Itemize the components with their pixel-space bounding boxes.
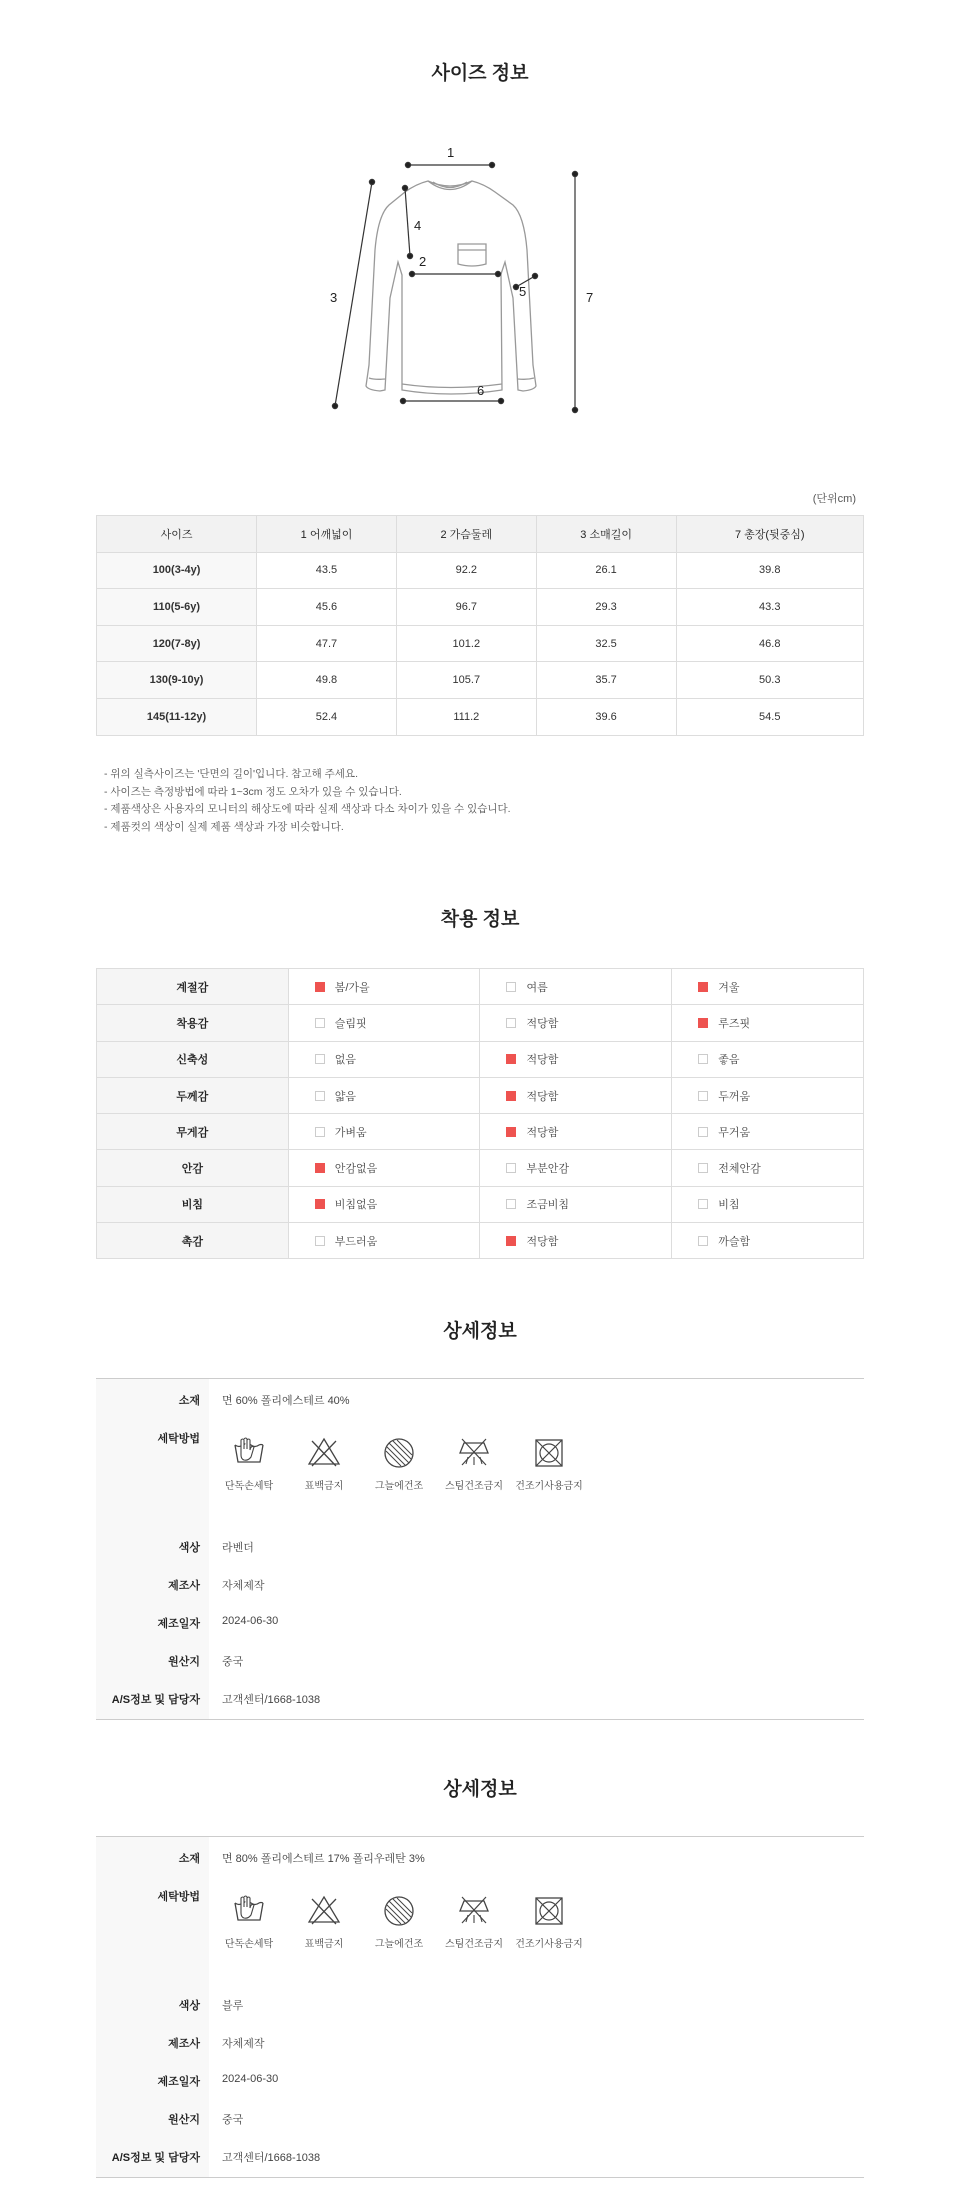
color-label: 색상: [178, 1542, 200, 1554]
wash-item-label: 표백금지: [304, 1939, 344, 1950]
checked-box-icon: [315, 982, 325, 992]
wash-item: [289, 1435, 359, 1492]
value-cell: 35.7: [536, 662, 676, 699]
origin-value: 중국: [222, 2114, 244, 2126]
diagram-label-6: 6: [477, 383, 485, 398]
fit-row-label: 계절감: [97, 969, 289, 1005]
maker-label: 제조사: [168, 2038, 200, 2050]
note-line: - 제품색상은 사용자의 모니터의 해상도에 따라 실제 색상과 다소 차이가 있을 수 있습니다.: [104, 803, 511, 815]
diagram-label-4: 4: [414, 218, 422, 233]
fit-option-label: 조금비침: [526, 1199, 569, 1212]
fit-row-label: 착용감: [97, 1005, 289, 1041]
unchecked-box-icon: [315, 1127, 325, 1137]
wash-icons: [222, 1893, 582, 1973]
unchecked-box-icon: [698, 1091, 708, 1101]
checked-box-icon: [698, 982, 708, 992]
fit-option: [672, 1005, 864, 1041]
fit-option: [288, 969, 480, 1005]
header-cell: 3 소매길이: [536, 516, 676, 553]
fit-option: [672, 1223, 864, 1259]
maker-value: 자체제작: [222, 1580, 265, 1592]
diagram-label-1: 1: [447, 145, 455, 160]
fit-option: [480, 1005, 672, 1041]
detail-section-title: 상세정보: [443, 1779, 517, 1800]
value-cell: 45.6: [257, 589, 397, 626]
header-cell: 7 총장(뒷중심): [676, 516, 863, 553]
table-row: [97, 698, 864, 735]
wash-icons: [222, 1435, 582, 1515]
fit-option-label: 봄/가을: [334, 981, 370, 994]
as-info-value: 고객센터/1668-1038: [222, 1694, 321, 1706]
diagram-label-3: 3: [330, 290, 338, 305]
diagram-label-2: 2: [419, 254, 427, 269]
header-cell: 2 가슴둘레: [396, 516, 536, 553]
fit-option-label: 비침없음: [334, 1199, 378, 1212]
value-cell: 39.8: [676, 552, 863, 589]
value-cell: 50.3: [676, 662, 863, 699]
origin-label: 원산지: [168, 2114, 200, 2126]
checked-box-icon: [315, 1199, 325, 1209]
value-cell: 96.7: [396, 589, 536, 626]
unchecked-box-icon: [698, 1236, 708, 1246]
fit-option-label: 부드러움: [334, 1235, 378, 1248]
unchecked-box-icon: [315, 1054, 325, 1064]
date-value: 2024-06-30: [222, 2073, 279, 2085]
no-tumble-dry-icon: [531, 1893, 567, 1929]
wash-label: 세탁방법: [157, 1433, 200, 1445]
unchecked-box-icon: [506, 982, 516, 992]
size-section-title: 사이즈 정보: [431, 63, 529, 84]
fit-option-label: 가벼움: [334, 1126, 367, 1139]
tshirt-measurement-diagram: [310, 140, 650, 430]
value-cell: 26.1: [536, 552, 676, 589]
wash-item: [439, 1893, 509, 1950]
fit-row: [97, 1077, 864, 1113]
detail-info-panel: [96, 1836, 864, 2178]
unchecked-box-icon: [506, 1018, 516, 1028]
value-cell: 92.2: [396, 552, 536, 589]
diagram-label-5: 5: [519, 284, 527, 299]
color-value: 라벤더: [222, 1542, 254, 1554]
material-label: 소재: [178, 1395, 200, 1407]
fit-option-label: 루즈핏: [718, 1017, 751, 1030]
fit-row-label: 두께감: [97, 1077, 289, 1113]
checked-box-icon: [506, 1054, 516, 1064]
wash-item: [214, 1435, 284, 1492]
wash-item: [514, 1435, 584, 1492]
wash-item: [514, 1893, 584, 1950]
detail-section-title: 상세정보: [443, 1321, 517, 1342]
checked-box-icon: [506, 1127, 516, 1137]
fit-option-label: 무거움: [718, 1126, 751, 1139]
wash-item-label: 스팀건조금지: [445, 1481, 503, 1492]
value-cell: 52.4: [257, 698, 397, 735]
value-cell: 46.8: [676, 625, 863, 662]
fit-row: [97, 1223, 864, 1259]
value-cell: 47.7: [257, 625, 397, 662]
wash-item-label: 표백금지: [304, 1481, 344, 1492]
fit-option-label: 적당함: [526, 1235, 559, 1248]
value-cell: 105.7: [396, 662, 536, 699]
fit-option-label: 전체안감: [718, 1163, 761, 1176]
no-steam-dry-icon: [456, 1435, 492, 1471]
table-row: [97, 589, 864, 626]
unchecked-box-icon: [315, 1236, 325, 1246]
checked-box-icon: [506, 1236, 516, 1246]
checked-box-icon: [315, 1163, 325, 1173]
fit-option: [672, 1077, 864, 1113]
no-bleach-icon: [306, 1893, 342, 1929]
fit-option-label: 적당함: [526, 1017, 559, 1030]
material-value: 면 80% 폴리에스테르 17% 폴리우레탄 3%: [222, 1853, 425, 1865]
size-cell: 130(9-10y): [97, 662, 257, 699]
size-table-header: [97, 516, 864, 553]
fit-row: [97, 1186, 864, 1222]
fit-option-label: 없음: [334, 1054, 356, 1067]
date-label: 제조일자: [157, 2076, 200, 2088]
wash-item-label: 그늘에건조: [374, 1939, 424, 1950]
unchecked-box-icon: [506, 1199, 516, 1209]
hand-wash-icon: [231, 1435, 267, 1471]
fit-option: [672, 1150, 864, 1186]
table-row: [97, 625, 864, 662]
fit-option-label: 적당함: [526, 1090, 559, 1103]
origin-value: 중국: [222, 1656, 244, 1668]
checked-box-icon: [698, 1018, 708, 1028]
as-info-label: A/S정보 및 담당자: [111, 2152, 200, 2164]
fit-option-label: 적당함: [526, 1054, 559, 1067]
table-row: [97, 552, 864, 589]
material-label: 소재: [178, 1853, 200, 1865]
fit-section-title: 착용 정보: [440, 909, 520, 930]
wash-item-label: 단독손세탁: [224, 1481, 274, 1492]
size-notes: [104, 766, 511, 836]
header-cell: 1 어깨넓이: [257, 516, 397, 553]
fit-option: [672, 1114, 864, 1150]
wash-item-label: 그늘에건조: [374, 1481, 424, 1492]
value-cell: 43.5: [257, 552, 397, 589]
fit-row: [97, 1041, 864, 1077]
value-cell: 43.3: [676, 589, 863, 626]
shade-dry-icon: [381, 1893, 417, 1929]
no-bleach-icon: [306, 1435, 342, 1471]
shade-dry-icon: [381, 1435, 417, 1471]
note-line: - 사이즈는 측정방법에 따라 1~3cm 정도 오차가 있을 수 있습니다.: [104, 785, 402, 798]
fit-option-label: 여름: [526, 981, 548, 994]
wash-item-label: 스팀건조금지: [445, 1939, 503, 1950]
wash-item: [289, 1893, 359, 1950]
fit-option-label: 안감없음: [334, 1163, 378, 1176]
maker-value: 자체제작: [222, 2038, 265, 2050]
wash-item: [439, 1435, 509, 1492]
value-cell: 54.5: [676, 698, 863, 735]
wash-label: 세탁방법: [157, 1891, 200, 1903]
detail-info-panel: [96, 1378, 864, 1720]
diagram-label-7: 7: [586, 290, 594, 305]
fit-option: [480, 1041, 672, 1077]
wash-item: [364, 1435, 434, 1492]
wash-item: [364, 1893, 434, 1950]
fit-row: [97, 1114, 864, 1150]
size-cell: 120(7-8y): [97, 625, 257, 662]
wash-item-label: 건조기사용금지: [515, 1481, 583, 1492]
value-cell: 29.3: [536, 589, 676, 626]
unit-label: (단위cm): [812, 493, 856, 505]
fit-row: [97, 1150, 864, 1186]
unchecked-box-icon: [698, 1127, 708, 1137]
fit-option: [288, 1223, 480, 1259]
hand-wash-icon: [231, 1893, 267, 1929]
value-cell: 101.2: [396, 625, 536, 662]
size-table: [96, 515, 864, 736]
as-info-value: 고객센터/1668-1038: [222, 2152, 321, 2164]
fit-row-label: 비침: [97, 1186, 289, 1222]
fit-option-label: 겨울: [718, 981, 740, 994]
fit-option-label: 슬림핏: [334, 1017, 367, 1030]
fit-option: [288, 1005, 480, 1041]
checked-box-icon: [506, 1091, 516, 1101]
unchecked-box-icon: [506, 1163, 516, 1173]
fit-row-label: 촉감: [97, 1223, 289, 1259]
wash-item: [214, 1893, 284, 1950]
fit-option: [480, 1186, 672, 1222]
fit-option-label: 까슬함: [718, 1235, 751, 1248]
fit-row-label: 신축성: [97, 1041, 289, 1077]
fit-option: [288, 1150, 480, 1186]
value-cell: 49.8: [257, 662, 397, 699]
wash-item-label: 단독손세탁: [224, 1939, 274, 1950]
size-cell: 145(11-12y): [97, 698, 257, 735]
size-cell: 100(3-4y): [97, 552, 257, 589]
unchecked-box-icon: [315, 1018, 325, 1028]
color-label: 색상: [178, 2000, 200, 2012]
no-steam-dry-icon: [456, 1893, 492, 1929]
fit-option-label: 적당함: [526, 1126, 559, 1139]
size-cell: 110(5-6y): [97, 589, 257, 626]
header-cell: 사이즈: [97, 516, 257, 553]
fit-option: [672, 1041, 864, 1077]
fit-row-label: 무게감: [97, 1114, 289, 1150]
no-tumble-dry-icon: [531, 1435, 567, 1471]
fit-option: [288, 1114, 480, 1150]
value-cell: 111.2: [396, 698, 536, 735]
value-cell: 32.5: [536, 625, 676, 662]
fit-row: [97, 1005, 864, 1041]
value-cell: 39.6: [536, 698, 676, 735]
fit-row: [97, 969, 864, 1005]
fit-option: [480, 1150, 672, 1186]
unchecked-box-icon: [698, 1163, 708, 1173]
fit-option-label: 좋음: [718, 1054, 740, 1067]
fit-option: [672, 969, 864, 1005]
fit-option: [480, 1077, 672, 1113]
fit-option: [672, 1186, 864, 1222]
table-row: [97, 662, 864, 699]
note-line: - 위의 실측사이즈는 '단면의 길이'입니다. 참고해 주세요.: [104, 768, 358, 780]
origin-label: 원산지: [168, 1656, 200, 1668]
fit-option: [288, 1041, 480, 1077]
fit-option: [480, 969, 672, 1005]
date-value: 2024-06-30: [222, 1615, 279, 1627]
fit-option-label: 두꺼움: [718, 1090, 751, 1103]
fit-option-label: 부분안감: [526, 1163, 569, 1176]
unchecked-box-icon: [315, 1091, 325, 1101]
fit-option: [480, 1223, 672, 1259]
maker-label: 제조사: [168, 1580, 200, 1592]
as-info-label: A/S정보 및 담당자: [111, 1694, 200, 1706]
fit-option: [288, 1077, 480, 1113]
fit-table: [96, 968, 864, 1259]
fit-row-label: 안감: [97, 1150, 289, 1186]
wash-item-label: 건조기사용금지: [515, 1939, 583, 1950]
fit-option: [288, 1186, 480, 1222]
material-value: 면 60% 폴리에스테르 40%: [222, 1395, 350, 1407]
fit-option-label: 비침: [718, 1199, 740, 1212]
fit-option: [480, 1114, 672, 1150]
unchecked-box-icon: [698, 1054, 708, 1064]
fit-option-label: 얇음: [334, 1090, 356, 1103]
unchecked-box-icon: [698, 1199, 708, 1209]
date-label: 제조일자: [157, 1618, 200, 1630]
color-value: 블루: [222, 2000, 244, 2012]
note-line: - 제품컷의 색상이 실제 제품 색상과 가장 비슷합니다.: [104, 820, 344, 833]
